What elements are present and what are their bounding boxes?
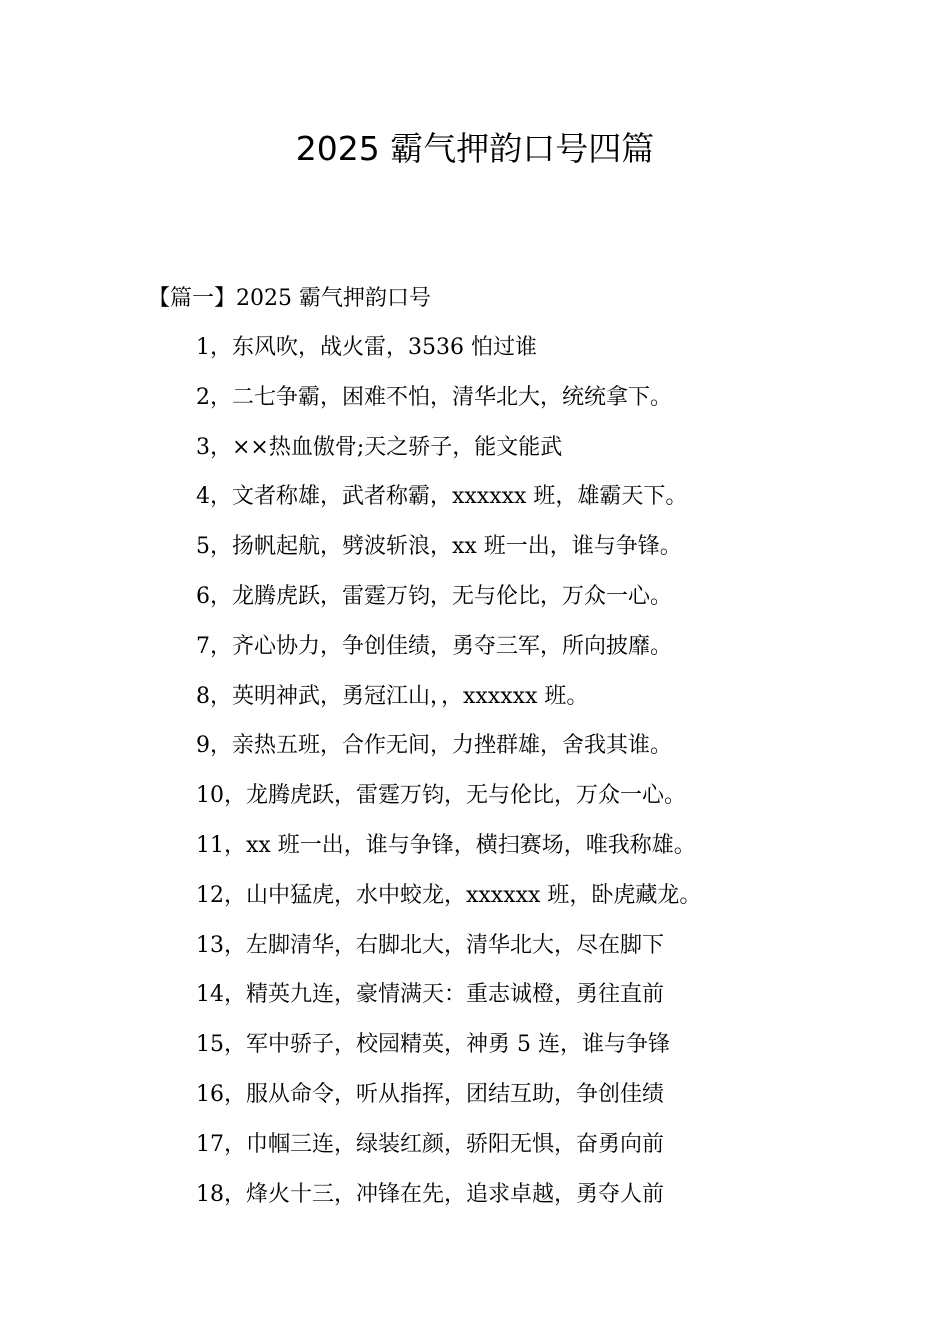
slogan-item: 18，烽火十三，冲锋在先，追求卓越，勇夺人前: [196, 1181, 664, 1207]
slogan-list: [196, 331, 796, 1227]
slogan-item: 9，亲热五班，合作无间，力挫群雄，舍我其谁。: [196, 733, 672, 759]
slogan-item: 4，文者称雄，武者称霸，xxxxxx 班，雄霸天下。: [196, 484, 688, 510]
slogan-item: 8，英明神武，勇冠江山，，xxxxxx 班。: [196, 683, 589, 709]
slogan-item: 5，扬帆起航，劈波斩浪，xx 班一出，谁与争锋。: [196, 534, 682, 560]
slogan-item: 14，精英九连，豪情满天：重志诚橙，勇往直前: [196, 982, 664, 1008]
slogan-item: 7，齐心协力，争创佳绩，勇夺三军，所向披靡。: [196, 633, 672, 659]
slogan-item: 15，军中骄子，校园精英，神勇 5 连，谁与争锋: [196, 1032, 670, 1058]
slogan-item: 3，××热血傲骨;天之骄子，能文能武: [196, 434, 563, 460]
slogan-item: 16，服从命令，听从指挥，团结互助，争创佳绩: [196, 1081, 664, 1107]
document-title: 2025 霸气押韵口号四篇: [295, 129, 655, 168]
slogan-item: 10，龙腾虎跃，雷霆万钧，无与伦比，万众一心。: [196, 783, 686, 809]
slogan-item: 11，xx 班一出，谁与争锋，横扫赛场，唯我称雄。: [196, 832, 696, 858]
slogan-item: 1，东风吹，战火雷，3536 怕过谁: [196, 335, 537, 360]
slogan-item: 13，左脚清华，右脚北大，清华北大，尽在脚下: [196, 932, 664, 958]
slogan-item: 17，巾帼三连，绿装红颜，骄阳无惧，奋勇向前: [196, 1131, 664, 1157]
section-heading: 【篇一】2025 霸气押韵口号: [148, 286, 431, 311]
slogan-item: 12，山中猛虎，水中蛟龙，xxxxxx 班，卧虎藏龙。: [196, 882, 702, 908]
slogan-item: 6，龙腾虎跃，雷霆万钧，无与伦比，万众一心。: [196, 583, 672, 609]
slogan-item: 2，二七争霸，困难不怕，清华北大，统统拿下。: [196, 384, 672, 410]
